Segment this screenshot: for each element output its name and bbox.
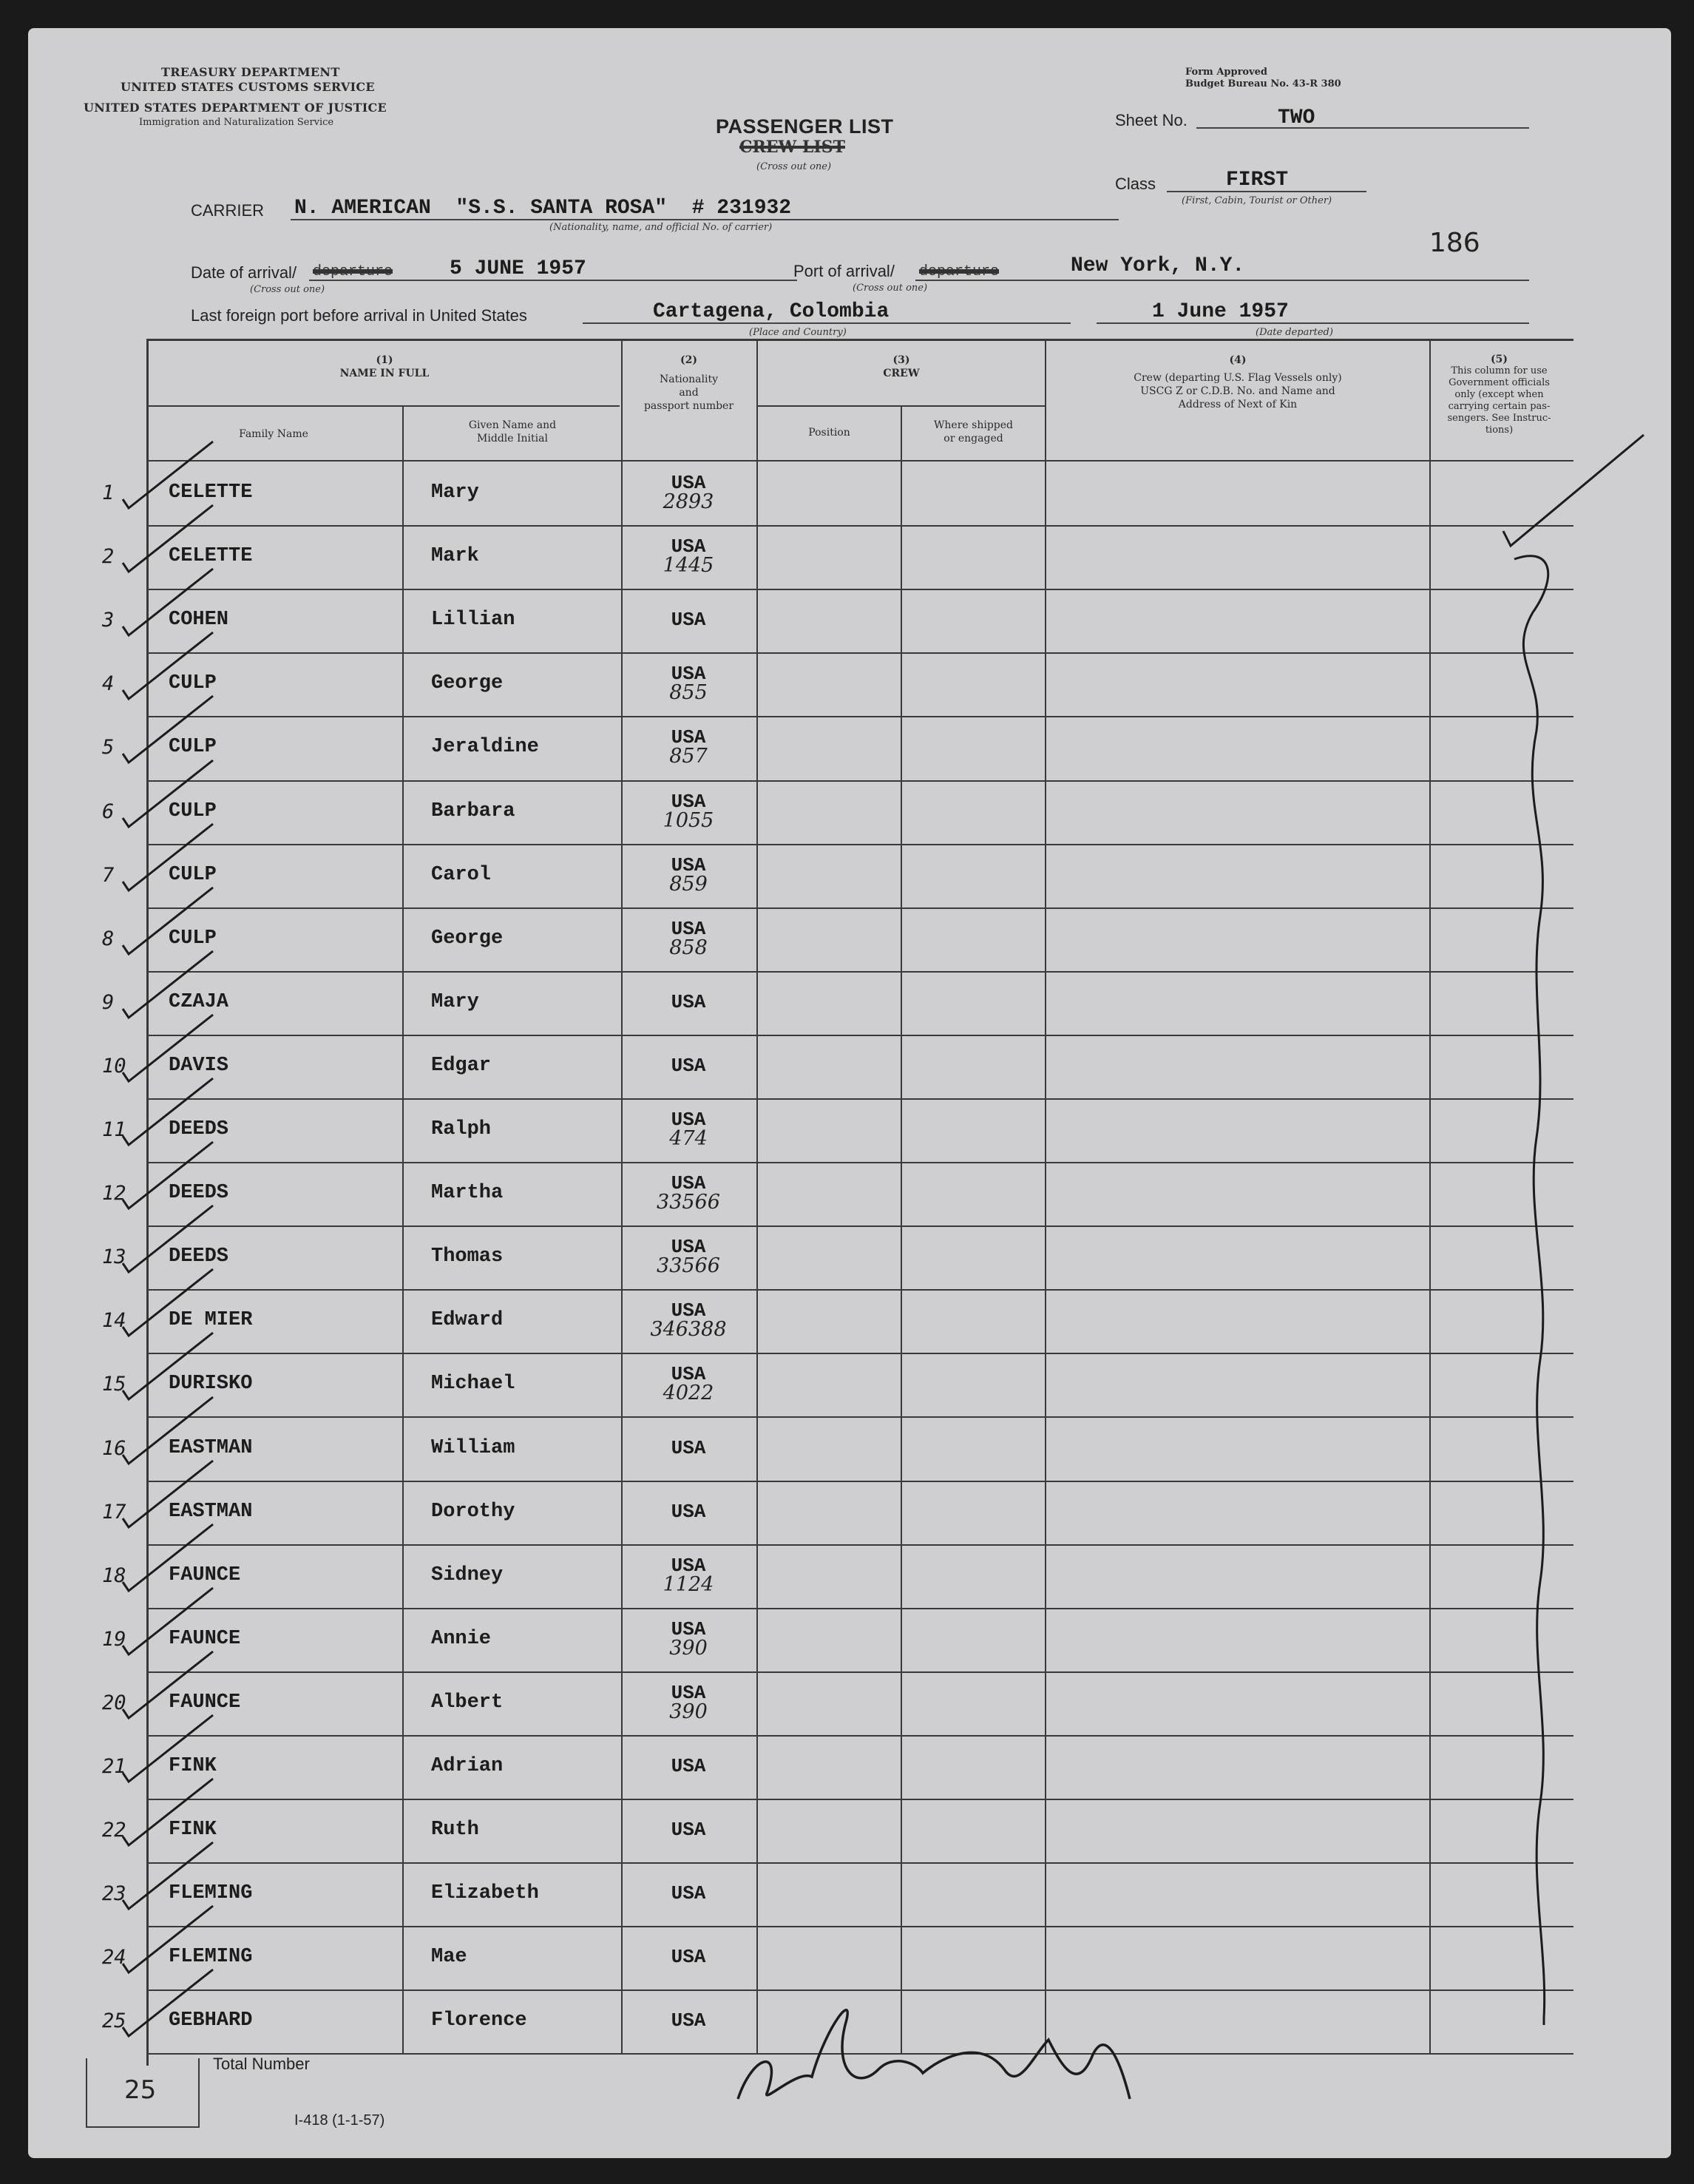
family-name: CULP — [169, 736, 217, 758]
nationality: USA — [671, 791, 706, 813]
nationality: USA — [671, 1682, 706, 1704]
given-name: Ruth — [431, 1819, 479, 1841]
port-departure-crossed: departure — [919, 263, 1000, 280]
family-name: GEBHARD — [169, 2009, 253, 2032]
row-number: 6 — [102, 800, 115, 823]
row-number: 14 — [102, 1309, 126, 1332]
given-name: Florence — [431, 2009, 527, 2032]
family-name: FAUNCE — [169, 1628, 241, 1650]
nationality: USA — [671, 2009, 706, 2032]
passenger-list-form — [28, 28, 1671, 2158]
nationality: USA — [671, 726, 706, 748]
col1-given-header: Given Name and Middle Initial — [468, 419, 557, 444]
given-name: Barbara — [431, 800, 515, 822]
date-arrival-label: Date of arrival/ — [191, 263, 297, 282]
given-name: Adrian — [431, 1755, 504, 1777]
total-label: Total Number — [213, 2055, 310, 2073]
row-number: 25 — [102, 2009, 126, 2032]
family-name: FLEMING — [169, 1946, 253, 1968]
passport-number: 859 — [669, 873, 708, 896]
col2-header: (2) Nationality and passport number — [643, 354, 734, 412]
passport-number: 1055 — [663, 809, 714, 832]
row-number: 20 — [102, 1691, 126, 1714]
col3-position-header: Position — [808, 427, 850, 439]
row-number: 13 — [102, 1245, 126, 1268]
nationality: USA — [671, 1437, 706, 1459]
class-label: Class — [1115, 175, 1156, 193]
row-number: 7 — [102, 864, 115, 887]
passport-number: 857 — [669, 745, 708, 768]
given-name: Michael — [431, 1373, 515, 1395]
title-passenger-list: PASSENGER LIST — [716, 115, 894, 138]
given-name: Albert — [431, 1691, 504, 1714]
sheet-label: Sheet No. — [1115, 111, 1188, 129]
last-port-value: Cartagena, Colombia — [653, 300, 890, 323]
agency-line-3: UNITED STATES DEPARTMENT OF JUSTICE — [84, 101, 387, 115]
row-number: 5 — [102, 736, 115, 759]
family-name: FINK — [169, 1755, 217, 1777]
row-number: 22 — [102, 1819, 126, 1842]
nationality: USA — [671, 1755, 706, 1777]
nationality: USA — [671, 1882, 706, 1904]
given-name: Sidney — [431, 1564, 504, 1586]
title-caption: (Cross out one) — [756, 161, 832, 172]
passport-number: 1445 — [663, 554, 714, 577]
passport-number: 33566 — [657, 1191, 720, 1214]
given-name: Elizabeth — [431, 1882, 539, 1904]
signature — [738, 2010, 1130, 2099]
nationality: USA — [671, 1236, 706, 1258]
given-name: Ralph — [431, 1118, 492, 1140]
given-name: Edgar — [431, 1055, 492, 1077]
agency-line-4: Immigration and Naturalization Service — [139, 117, 334, 128]
nationality: USA — [671, 1555, 706, 1577]
given-name: George — [431, 927, 504, 950]
family-name: EASTMAN — [169, 1437, 253, 1459]
nationality: USA — [671, 1109, 706, 1131]
given-name: Thomas — [431, 1245, 504, 1268]
row-number: 1 — [102, 481, 115, 504]
passport-number: 4022 — [663, 1382, 714, 1404]
family-name: EASTMAN — [169, 1501, 253, 1523]
family-name: DEEDS — [169, 1245, 229, 1268]
nationality: USA — [671, 1946, 706, 1968]
row-number: 9 — [102, 991, 115, 1014]
family-name: CULP — [169, 672, 217, 694]
handwritten-marks — [28, 28, 1671, 2158]
date-departed-caption: (Date departed) — [1256, 327, 1333, 338]
col3-header: (3) CREW — [883, 354, 920, 379]
date-caption: (Cross out one) — [250, 284, 325, 295]
family-name: CULP — [169, 800, 217, 822]
passport-number: 1124 — [663, 1573, 714, 1596]
row-number: 19 — [102, 1628, 126, 1651]
given-name: William — [431, 1437, 515, 1459]
family-name: DURISKO — [169, 1373, 253, 1395]
family-name: COHEN — [169, 609, 229, 631]
given-name: Annie — [431, 1628, 492, 1650]
row-number: 4 — [102, 672, 115, 695]
col1-family-header: Family Name — [239, 428, 308, 440]
nationality: USA — [671, 609, 706, 631]
family-name: CULP — [169, 927, 217, 950]
row-number: 18 — [102, 1564, 126, 1587]
row-number: 10 — [102, 1055, 126, 1078]
passport-number: 346388 — [650, 1318, 727, 1341]
family-name: DEEDS — [169, 1182, 229, 1204]
nationality: USA — [671, 918, 706, 940]
col5-header: (5) This column for use Government officials only (except when carrying certain pas- sengers. See Instruc- tions) — [1447, 354, 1551, 436]
family-name: FLEMING — [169, 1882, 253, 1904]
passport-number: 474 — [669, 1127, 708, 1150]
row-number: 17 — [102, 1501, 126, 1524]
stamped-number: 186 — [1429, 228, 1480, 258]
family-name: DE MIER — [169, 1309, 253, 1331]
sheet-number: TWO — [1278, 107, 1315, 129]
port-caption: (Cross out one) — [853, 283, 928, 294]
nationality: USA — [671, 1055, 706, 1077]
port-of-arrival: New York, N.Y. — [1071, 254, 1245, 277]
row-number: 11 — [102, 1118, 126, 1141]
given-name: Dorothy — [431, 1501, 515, 1523]
passport-number: 858 — [669, 936, 708, 959]
check-mark-col5 — [1503, 435, 1644, 546]
passport-number: 390 — [669, 1700, 708, 1723]
nationality: USA — [671, 1819, 706, 1841]
nationality: USA — [671, 1501, 706, 1523]
given-name: George — [431, 672, 504, 694]
nationality: USA — [671, 663, 706, 685]
col4-header: (4) Crew (departing U.S. Flag Vessels only) USCG Z or C.D.B. No. and Name and Address of Next of Kin — [1134, 354, 1342, 410]
nationality: USA — [671, 1172, 706, 1194]
budget-bureau-number: Budget Bureau No. 43-R 380 — [1185, 78, 1341, 89]
carrier-caption: (Nationality, name, and official No. of carrier) — [549, 222, 773, 233]
last-port-caption: (Place and Country) — [749, 327, 847, 338]
col1-header: (1) NAME IN FULL — [339, 354, 430, 379]
row-number: 12 — [102, 1182, 126, 1205]
carrier-label: CARRIER — [191, 201, 265, 220]
family-name: CULP — [169, 864, 217, 886]
family-name: CELETTE — [169, 545, 253, 567]
passport-number: 855 — [669, 681, 708, 704]
given-name: Carol — [431, 864, 492, 886]
row-number: 24 — [102, 1946, 126, 1969]
date-departed: 1 June 1957 — [1152, 300, 1289, 323]
family-name: DEEDS — [169, 1118, 229, 1140]
family-name: FAUNCE — [169, 1564, 241, 1586]
nationality: USA — [671, 535, 706, 558]
col3-where-header: Where shipped or engaged — [934, 419, 1013, 444]
form-number: I-418 (1-1-57) — [294, 2112, 385, 2129]
family-name: FINK — [169, 1819, 217, 1841]
given-name: Mary — [431, 991, 479, 1013]
nationality: USA — [671, 1363, 706, 1385]
nationality: USA — [671, 1618, 706, 1640]
passport-number: 2893 — [663, 490, 714, 513]
given-name: Edward — [431, 1309, 504, 1331]
given-name: Mark — [431, 545, 479, 567]
given-name: Lillian — [431, 609, 515, 631]
row-number: 16 — [102, 1437, 126, 1460]
port-arrival-label: Port of arrival/ — [793, 262, 895, 280]
passport-number: 33566 — [657, 1254, 720, 1277]
family-name: CZAJA — [169, 991, 229, 1013]
row-number: 21 — [102, 1755, 126, 1778]
total-value: 25 — [124, 2075, 157, 2105]
carrier-value: N. AMERICAN "S.S. SANTA ROSA" # 231932 — [294, 197, 792, 220]
class-value: FIRST — [1226, 169, 1289, 192]
nationality: USA — [671, 1299, 706, 1322]
row-number: 3 — [102, 609, 115, 632]
form-approved: Form Approved — [1185, 67, 1268, 78]
nationality: USA — [671, 991, 706, 1013]
given-name: Mary — [431, 481, 479, 504]
row-number: 8 — [102, 927, 115, 950]
family-name: CELETTE — [169, 481, 253, 504]
family-name: DAVIS — [169, 1055, 229, 1077]
wavy-line-col5 — [1514, 556, 1548, 2025]
nationality: USA — [671, 472, 706, 494]
given-name: Martha — [431, 1182, 504, 1204]
row-number: 15 — [102, 1373, 126, 1396]
family-name: FAUNCE — [169, 1691, 241, 1714]
date-of-arrival: 5 JUNE 1957 — [450, 257, 586, 280]
row-number: 23 — [102, 1882, 126, 1905]
agency-line-2: UNITED STATES CUSTOMS SERVICE — [121, 80, 375, 94]
agency-line-1: TREASURY DEPARTMENT — [161, 65, 340, 79]
row-number: 2 — [102, 545, 115, 568]
date-departure-crossed: departure — [313, 263, 393, 280]
class-caption: (First, Cabin, Tourist or Other) — [1182, 195, 1332, 206]
nationality: USA — [671, 854, 706, 876]
last-port-label: Last foreign port before arrival in United States — [191, 306, 527, 325]
given-name: Mae — [431, 1946, 467, 1968]
passport-number: 390 — [669, 1637, 708, 1660]
title-crew-list-crossed: CREW LIST — [739, 138, 845, 157]
given-name: Jeraldine — [431, 736, 539, 758]
